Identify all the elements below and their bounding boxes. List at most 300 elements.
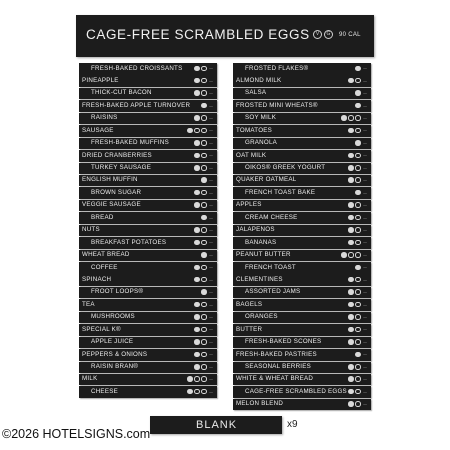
calorie-mark-icon: — [209,165,213,170]
dietary-ring-icon [201,66,207,72]
dietary-dot-icon [348,327,354,333]
dietary-ring-icon [201,352,207,358]
sign-strip [79,63,217,75]
sign-strip-label: SEASONAL BERRIES [245,363,312,370]
sign-strip [79,386,217,398]
dietary-dot-icon [194,153,200,159]
sign-strip [233,125,371,137]
sign-strip [233,337,371,349]
sign-strip [233,386,371,398]
dietary-dot-icon [348,240,354,246]
calorie-mark-icon: — [209,203,213,208]
dietary-ring-icon [201,78,207,84]
dietary-ring-icon [201,190,207,196]
sign-strip-label: BREAD [91,213,114,221]
calorie-mark-icon: — [363,364,367,369]
dietary-badges [348,202,367,208]
dietary-ring-icon [355,115,361,121]
calorie-mark-icon: — [209,252,213,257]
dietary-dot-icon [201,177,207,183]
sign-strip [233,324,371,336]
calorie-mark-icon: — [209,190,213,195]
sign-strip-label: OAT MILK [236,151,267,159]
sign-strip-label: FROSTED MINI WHEATS® [236,101,318,109]
title-sign-text: CAGE-FREE SCRAMBLED EGGS [86,27,310,42]
sign-strip-label: TEA [82,300,95,308]
calorie-mark-icon: — [363,315,367,319]
sign-strip [79,324,217,336]
dietary-dot-icon [355,140,361,146]
calorie-mark-icon: — [363,265,367,270]
dietary-dot-icon [194,202,200,208]
sign-strip-label: PEPPERS & ONIONS [82,350,148,358]
dietary-ring-icon [355,401,361,407]
sign-strip-label: BANANAS [245,238,277,246]
dietary-badges [194,240,213,246]
sign-strip-label: JALAPENOS [236,226,275,234]
calorie-mark-icon: — [209,227,213,232]
dietary-badges [194,66,213,72]
dietary-dot-icon [348,302,354,308]
sign-strip [79,250,217,262]
dietary-badges [194,202,213,208]
sign-strip-label: APPLE JUICE [91,338,134,346]
dietary-dot-icon [194,302,200,308]
sign-strip [233,63,371,75]
sign-strip-label: FRESH-BAKED APPLE TURNOVER [82,101,191,109]
calorie-mark-icon: — [363,128,367,133]
dietary-badges [348,376,367,382]
dietary-badges [187,128,213,134]
sign-strip-label: CLEMENTINES [236,275,283,283]
sign-strip-label: TURKEY SAUSAGE [91,164,152,171]
sign-strip [233,274,371,286]
sign-strip-label: CHEESE [91,387,118,395]
dietary-ring-icon [201,227,207,233]
dietary-dot-icon [194,78,200,84]
sign-strip [233,163,371,175]
dietary-badges [194,339,213,345]
calorie-mark-icon: — [363,252,367,257]
sign-strip [79,299,217,311]
dietary-dot-icon [355,90,361,96]
dietary-ring-icon [355,339,361,345]
dietary-dot-icon [348,339,354,345]
sign-strip-label: RAISIN BRAN® [91,363,139,370]
sign-strip [233,399,371,411]
dietary-dot-icon [187,376,193,382]
dietary-dot-icon [355,265,361,271]
sign-strip [79,88,217,100]
dietary-ring-icon [355,289,361,295]
blank-sign-quantity: x9 [287,419,298,430]
sign-strip-label: WHITE & WHEAT BREAD [236,375,314,383]
dietary-dot-icon [348,364,354,370]
dietary-badges [355,66,367,72]
dietary-ring-icon [201,364,207,370]
sign-strip-label: ALMOND MILK [236,76,282,84]
dietary-badges [194,90,213,96]
dietary-dot-icon [194,364,200,370]
blank-sign-text: BLANK [196,419,238,431]
dietary-badges [355,140,367,146]
dietary-dot-icon [187,389,193,395]
dietary-dot-icon [201,289,207,295]
calorie-mark-icon: — [363,103,367,108]
sign-strip-label: NUTS [82,226,100,234]
dietary-dot-icon [355,190,361,196]
sign-strip-label: BROWN SUGAR [91,188,142,196]
sign-strip-label: MELON BLEND [236,400,284,408]
vegetarian-icon: V [313,30,322,39]
sign-strip-label: ENGLISH MUFFIN [82,176,138,184]
copyright-text: ©2026 HOTELSIGNS.com [2,427,151,441]
dietary-badges [355,103,367,109]
sign-strip-label: WHEAT BREAD [82,251,130,259]
dietary-ring-icon [201,165,207,171]
sign-strip [233,212,371,224]
calorie-mark-icon: — [363,327,367,332]
calorie-mark-icon: — [209,339,213,344]
sign-strip [79,200,217,212]
calorie-mark-icon: — [363,290,367,295]
dietary-ring-icon [194,376,200,382]
dietary-ring-icon [355,177,361,183]
dietary-badges [348,277,367,283]
dietary-badges [194,78,213,84]
dietary-dot-icon [194,339,200,345]
sign-strip [79,150,217,162]
sign-strip [233,299,371,311]
dietary-badges [194,364,213,370]
calorie-mark-icon: — [209,364,213,369]
sign-strip-label: COFFEE [91,263,118,271]
sign-strip-label: SALSA [245,89,267,97]
calorie-mark-icon: — [209,66,213,71]
dietary-dot-icon [348,202,354,208]
dietary-dot-icon [348,314,354,320]
left-sign-column [79,63,217,399]
dietary-badges [201,289,213,295]
dietary-ring-icon [201,302,207,308]
calorie-mark-icon: — [363,339,367,344]
sign-strip-label: QUAKER OATMEAL [236,176,297,184]
calorie-mark-icon: — [209,265,213,270]
calorie-mark-icon: — [363,377,367,382]
sign-strip [79,212,217,224]
sign-strip [233,75,371,87]
dietary-badges [348,289,367,295]
gluten-free-icon: G [324,30,333,39]
dietary-ring-icon [348,252,354,258]
dietary-badges [348,215,367,221]
dietary-dot-icon [348,389,354,395]
sign-strip [233,100,371,112]
calorie-mark-icon: — [209,290,213,295]
calorie-mark-icon: — [363,302,367,307]
sign-strip [233,349,371,361]
title-sign [76,15,374,57]
dietary-dot-icon [348,153,354,159]
calorie-mark-icon: — [209,389,213,394]
sign-strip-label: TOMATOES [236,126,273,134]
sign-strip [79,337,217,349]
dietary-dot-icon [348,177,354,183]
dietary-badges [201,103,213,109]
dietary-ring-icon [201,128,207,134]
sign-strip [79,225,217,237]
dietary-ring-icon [355,302,361,308]
dietary-dot-icon [341,252,347,258]
dietary-ring-icon [201,153,207,159]
dietary-badges [355,352,367,358]
sign-strip [79,187,217,199]
dietary-dot-icon [194,66,200,72]
dietary-ring-icon [201,277,207,283]
calorie-mark-icon: — [363,140,367,145]
sign-strip-label: FRESH-BAKED PASTRIES [236,350,317,358]
dietary-ring-icon [355,327,361,333]
calorie-mark-icon: — [209,240,213,245]
dietary-badges [194,277,213,283]
calorie-mark-icon: — [209,377,213,382]
calorie-mark-icon: — [363,240,367,245]
calorie-mark-icon: — [363,116,367,120]
sign-strip-label: ORANGES [245,313,278,321]
sign-strip-label: APPLES [236,201,262,209]
calorie-mark-icon: — [363,203,367,208]
calorie-mark-icon: — [209,178,213,183]
dietary-dot-icon [194,327,200,333]
calorie-mark-icon: — [363,178,367,183]
sign-strip [233,362,371,374]
dietary-dot-icon [348,277,354,283]
calorie-mark-icon: — [209,277,213,282]
dietary-ring-icon [355,165,361,171]
sign-strip-label: BAGELS [236,300,263,308]
sign-strip-label: CREAM CHEESE [245,213,298,221]
dietary-dot-icon [194,190,200,196]
sign-strip [233,88,371,100]
dietary-dot-icon [201,215,207,221]
sign-strip [79,262,217,274]
calorie-mark-icon: — [209,327,213,332]
dietary-badges [355,90,367,96]
dietary-badges [194,227,213,233]
calorie-mark-icon: — [363,78,367,83]
dietary-dot-icon [187,128,193,134]
dietary-dot-icon [194,165,200,171]
sign-strip-label: DRIED CRANBERRIES [82,151,152,159]
sign-strip-label: RAISINS [91,114,118,122]
calorie-mark-icon: — [209,103,213,108]
dietary-dot-icon [194,352,200,358]
blank-sign [150,416,282,434]
calorie-mark-icon: — [209,91,213,96]
dietary-badges [355,265,367,271]
sign-strip [79,312,217,324]
sign-strip [79,349,217,361]
dietary-badges [194,153,213,159]
calorie-mark-icon: — [363,277,367,282]
sign-strip-label: BREAKFAST POTATOES [91,238,167,246]
sign-strip-label: MUSHROOMS [91,313,135,321]
calorie-mark-icon: — [363,227,367,232]
sign-strip-label: CAGE-FREE SCRAMBLED EGGS [245,387,347,395]
dietary-badges [348,389,367,395]
dietary-dot-icon [348,165,354,171]
sign-strip-label: PINEAPPLE [82,76,119,84]
dietary-badges [194,115,213,121]
dietary-badges [355,190,367,196]
dietary-ring-icon [355,128,361,134]
dietary-dot-icon [194,90,200,96]
calorie-mark-icon: — [209,140,213,145]
dietary-dot-icon [348,227,354,233]
calorie-mark-icon: — [363,91,367,96]
sign-strip [79,113,217,125]
calorie-mark-icon: — [363,66,367,71]
dietary-badges [348,401,367,407]
dietary-ring-icon [201,90,207,96]
allergen-icons [313,30,333,39]
dietary-badges [194,327,213,333]
dietary-dot-icon [194,265,200,271]
sign-strip [79,75,217,87]
calorie-mark-icon: — [363,165,367,170]
dietary-dot-icon [201,252,207,258]
dietary-dot-icon [194,115,200,121]
calorie-mark-icon: — [363,402,367,407]
dietary-badges [187,376,213,382]
sign-strip [233,187,371,199]
calorie-mark-icon: — [209,153,213,158]
dietary-ring-icon [355,153,361,159]
sign-strip [233,237,371,249]
sign-strip [79,138,217,150]
dietary-ring-icon [201,389,207,395]
sign-strip-label: FROOT LOOPS® [91,288,144,296]
calorie-mark-icon: — [363,215,367,220]
sign-strip-label: SPINACH [82,275,112,283]
sign-strip-label: THICK-CUT BACON [91,89,152,97]
dietary-badges [348,153,367,159]
dietary-ring-icon [201,376,207,382]
sign-strip-label: OIKOS® GREEK YOGURT [245,164,326,171]
dietary-ring-icon [201,240,207,246]
sign-strip [233,262,371,274]
calorie-mark-icon: — [363,190,367,195]
calorie-mark-icon: — [363,153,367,158]
sign-strip-label: SOY MILK [245,114,277,122]
dietary-dot-icon [194,314,200,320]
dietary-ring-icon [355,78,361,84]
dietary-badges [341,252,367,258]
dietary-dot-icon [355,103,361,109]
sign-strip-label: MILK [82,375,98,383]
dietary-dot-icon [194,240,200,246]
dietary-badges [341,115,367,121]
dietary-badges [348,165,367,171]
dietary-badges [348,364,367,370]
dietary-ring-icon [355,364,361,370]
dietary-ring-icon [201,265,207,271]
dietary-badges [201,215,213,221]
dietary-dot-icon [201,103,207,109]
dietary-ring-icon [355,376,361,382]
dietary-badges [194,265,213,271]
sign-strip-label: FRENCH TOAST BAKE [245,188,316,196]
calorie-mark-icon: — [209,128,213,133]
dietary-dot-icon [348,78,354,84]
sign-strip [233,138,371,150]
dietary-badges [348,339,367,345]
sign-strip [233,312,371,324]
sign-strip-label: VEGGIE SAUSAGE [82,201,141,209]
calorie-mark-icon: — [209,352,213,357]
dietary-badges [194,140,213,146]
dietary-badges [348,177,367,183]
sign-strip-label: FRESH-BAKED SCONES [245,338,322,346]
dietary-badges [348,327,367,333]
dietary-ring-icon [355,252,361,258]
dietary-badges [348,78,367,84]
sign-strip-label: PEANUT BUTTER [236,251,291,259]
calorie-mark-icon: — [209,302,213,307]
sign-strip [79,362,217,374]
calorie-mark-icon: — [209,315,213,319]
dietary-ring-icon [194,389,200,395]
dietary-badges [194,314,213,320]
sign-strip [233,200,371,212]
dietary-dot-icon [348,401,354,407]
sign-strip-label: ASSORTED JAMS [245,288,301,296]
sign-strip [79,374,217,386]
sign-strip [79,175,217,187]
dietary-ring-icon [355,314,361,320]
calorie-mark-icon: — [209,78,213,83]
dietary-badges [194,302,213,308]
sign-strip-label: FROSTED FLAKES® [245,64,309,72]
sign-strip [233,150,371,162]
dietary-badges [348,240,367,246]
calorie-mark-icon: — [209,215,213,220]
dietary-badges [348,227,367,233]
dietary-badges [201,252,213,258]
calorie-mark-icon: — [209,116,213,120]
sign-strip [79,274,217,286]
dietary-ring-icon [201,115,207,121]
title-sign-calories: 90 CAL [339,32,361,38]
sign-strip-label: FRENCH TOAST [245,263,296,271]
dietary-dot-icon [348,128,354,134]
dietary-ring-icon [355,215,361,221]
sign-strip [79,287,217,299]
dietary-dot-icon [194,277,200,283]
sign-strip [79,163,217,175]
dietary-ring-icon [201,339,207,345]
dietary-dot-icon [194,227,200,233]
dietary-badges [348,128,367,134]
dietary-ring-icon [355,240,361,246]
dietary-dot-icon [348,215,354,221]
dietary-ring-icon [355,202,361,208]
dietary-badges [201,177,213,183]
dietary-dot-icon [348,289,354,295]
dietary-ring-icon [355,389,361,395]
sign-strip-label: FRESH-BAKED CROISSANTS [91,64,183,72]
dietary-badges [194,352,213,358]
